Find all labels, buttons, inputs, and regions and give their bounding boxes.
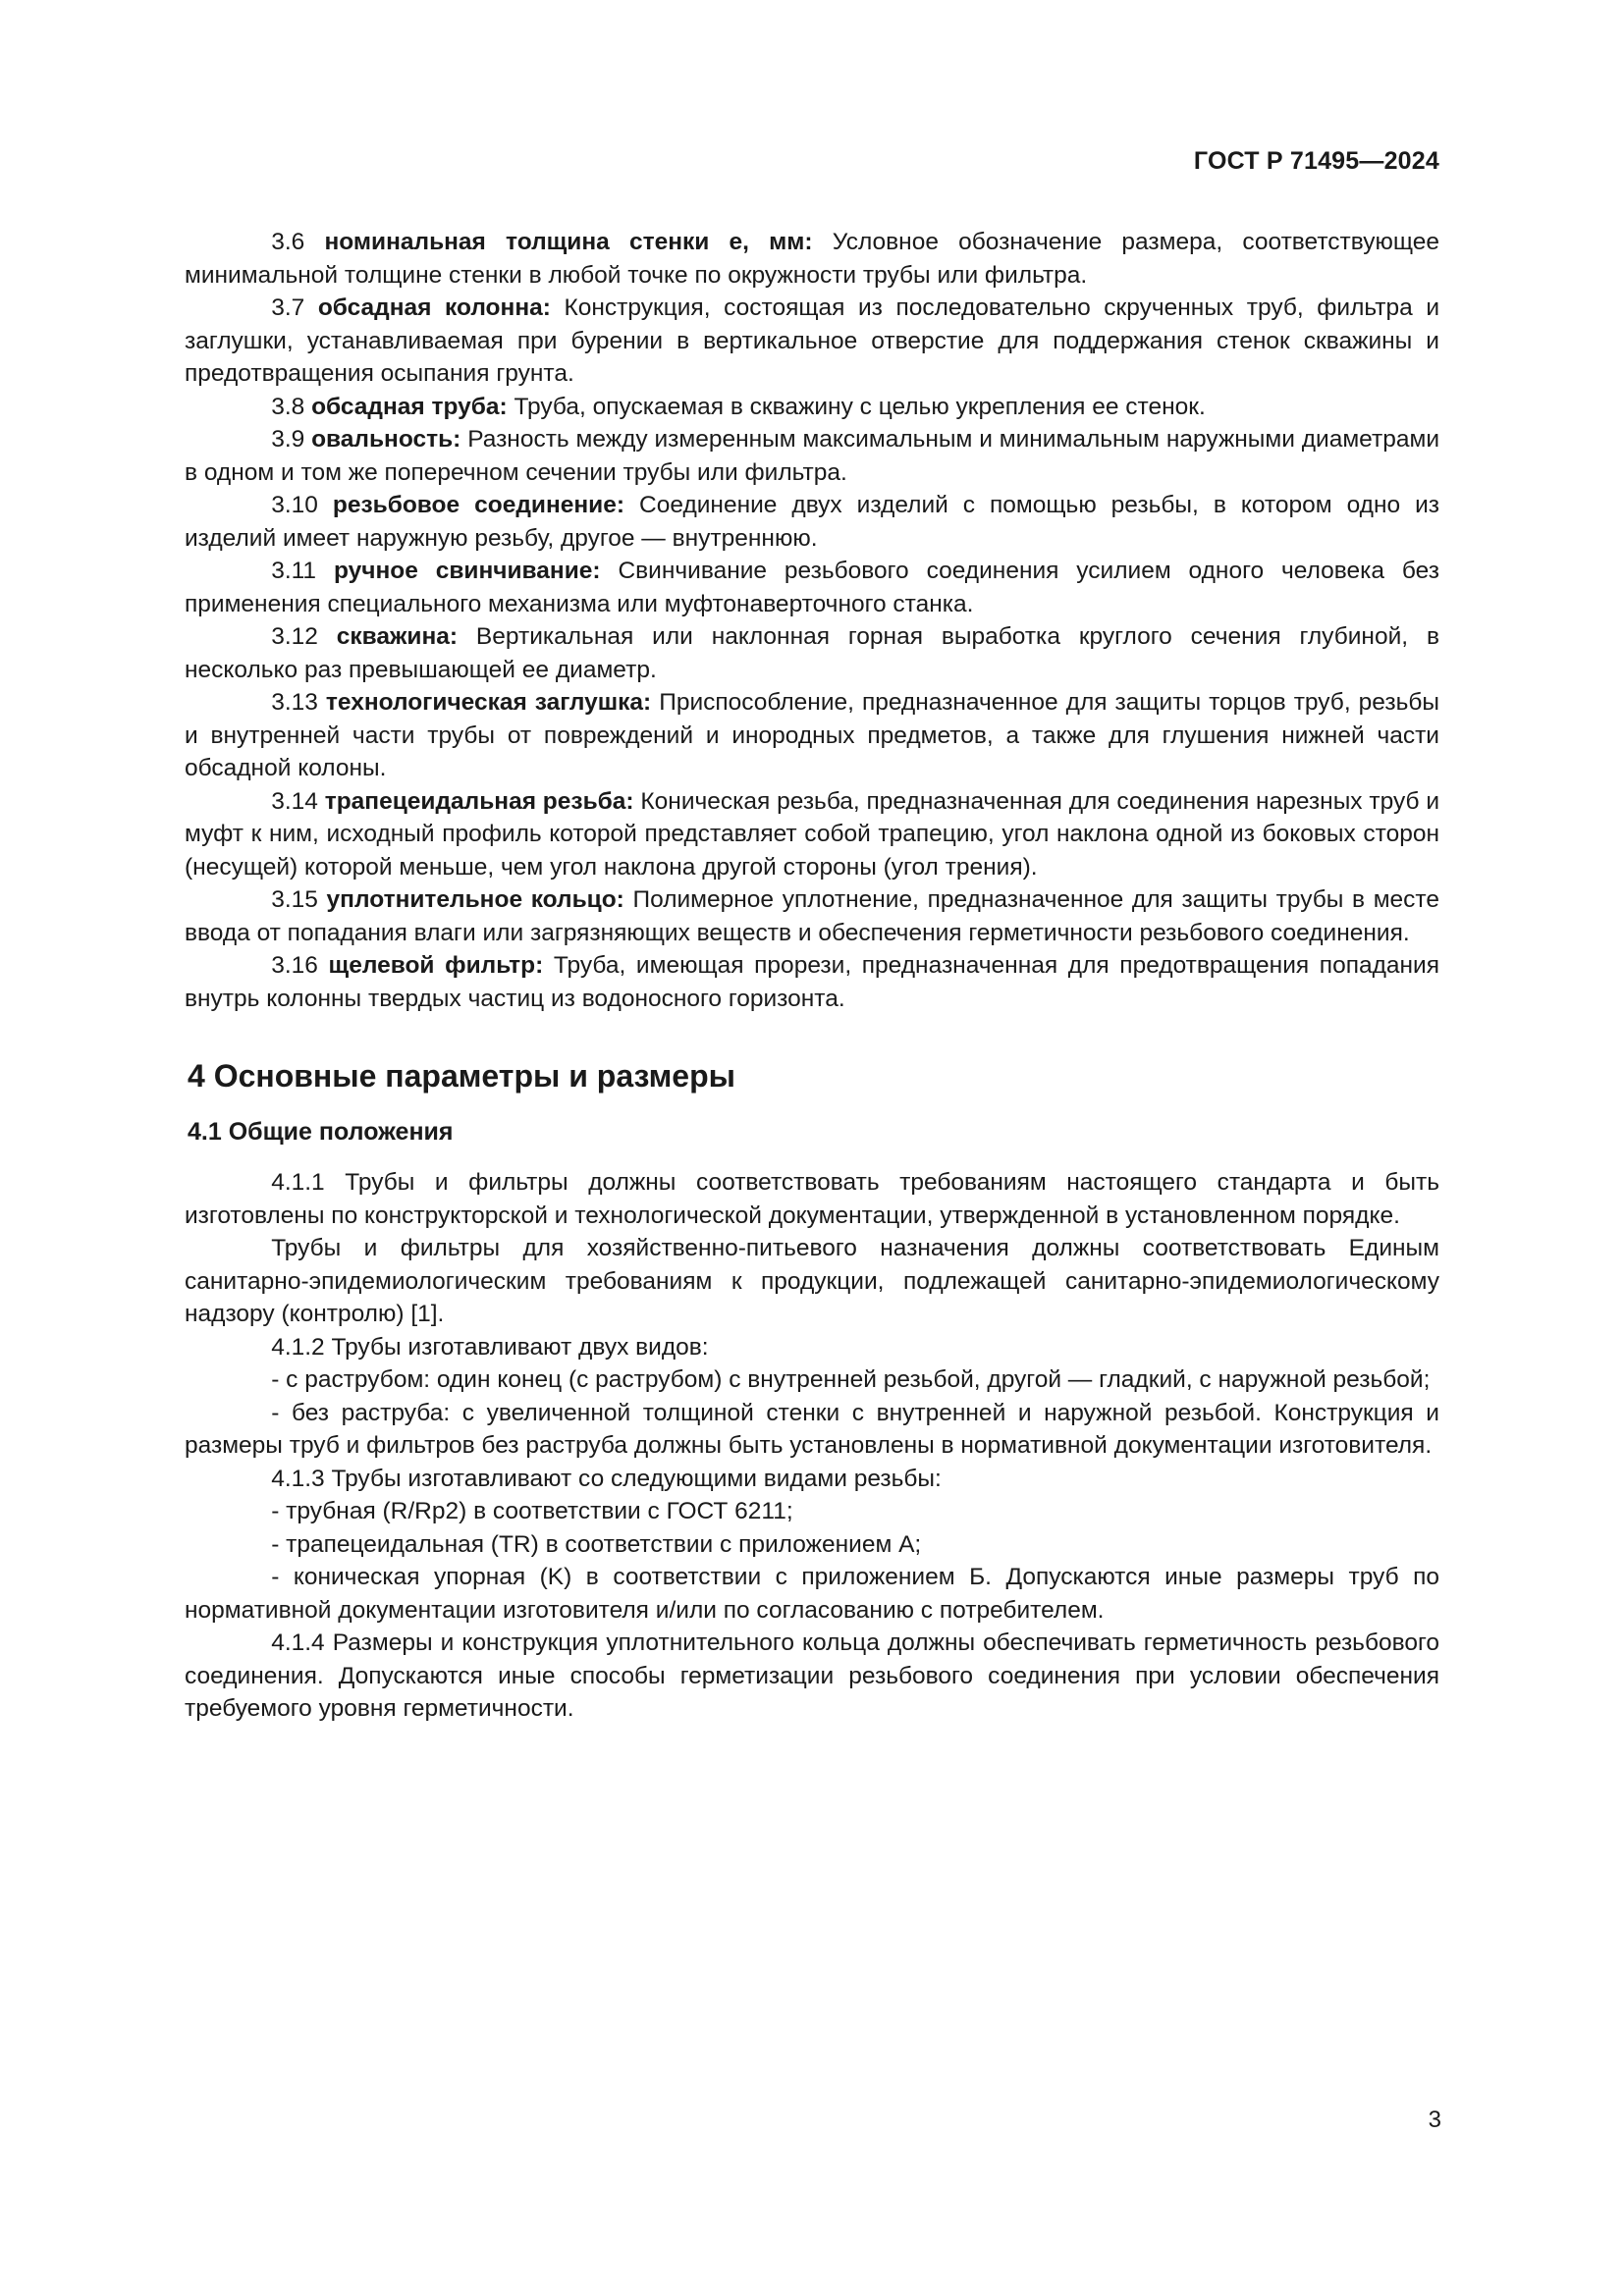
definition-number: 3.12 <box>271 623 318 650</box>
definition-term: номинальная толщина стенки e, мм: <box>324 229 813 255</box>
definition-number: 3.15 <box>271 886 318 913</box>
definition-term: обсадная колонна: <box>317 294 551 321</box>
definition-3-11 <box>185 555 1439 620</box>
definition-term: обсадная труба: <box>311 393 508 420</box>
definition-number: 3.14 <box>271 787 318 815</box>
definition-3-6 <box>185 226 1439 292</box>
definition-text: Соединение двух изделий с помощью резьбы, в котором одно из изделий имеет наружную резьбу, другое — внутреннюю. <box>185 492 1440 552</box>
document-code-header: ГОСТ Р 71495—2024 <box>1193 147 1439 175</box>
definition-3-9 <box>185 423 1439 489</box>
definition-text: Свинчивание резьбового соединения усилием одного человека без применения специального механизма или муфтонаверточного станка. <box>185 558 1439 617</box>
definition-number: 3.16 <box>271 952 318 979</box>
definition-term: трапецеидальная резьба: <box>324 787 634 815</box>
definition-term: уплотнительное кольцо: <box>326 886 624 913</box>
definition-3-8 <box>185 391 1439 424</box>
page-content <box>185 226 1439 1726</box>
definition-text: Коническая резьба, предназначенная для соединения нарезных труб и муфт к ним, исходный профиль которой представляет собой трапецию, угол наклона одной из боковых сторон (несущей) которой меньше, чем угол наклона другой стороны (угол трения). <box>185 787 1440 881</box>
definition-term: скважина: <box>336 623 459 650</box>
list-item: - трапецеидальная (TR) в соответствии с приложением А; <box>271 1530 922 1558</box>
definition-number: 3.10 <box>271 492 318 518</box>
list-item: - трубная (R/Rp2) в соответствии с ГОСТ 6211; <box>271 1498 793 1524</box>
definition-text: Приспособление, предназначенное для защиты торцов труб, резьбы и внутренней части трубы от повреждений и инородных предметов, а также для глушения нижней части обсадной колоны. <box>185 689 1439 781</box>
section-heading: 4 Основные параметры и размеры <box>188 1058 735 1094</box>
definition-3-13 <box>185 686 1439 785</box>
page-number: 3 <box>1428 2107 1441 2133</box>
definition-number: 3.6 <box>271 229 305 255</box>
definition-number: 3.8 <box>271 393 305 420</box>
definition-text: Конструкция, состоящая из последовательно скрученных труб, фильтра и заглушки, устанавливаемая при бурении в вертикальное отверстие для поддержания стенок скважины и предотвращения осыпания грунта. <box>185 294 1440 387</box>
definition-3-12 <box>185 620 1439 686</box>
definition-text: Полимерное уплотнение, предназначенное для защиты трубы в месте ввода от попадания влаги или загрязняющих веществ и обеспечения герметичности резьбового соединения. <box>185 886 1439 946</box>
subsection-heading: 4.1 Общие положения <box>188 1118 454 1146</box>
list-item: - без раструба: с увеличенной толщиной стенки с внутренней и наружной резьбой. Конструкция и размеры труб и фильтров без раструба должны быть установлены в нормативной документации изготовителя. <box>185 1399 1439 1459</box>
definition-number: 3.7 <box>271 294 305 321</box>
paragraph-4-1-2: 4.1.2 Трубы изготавливают двух видов: <box>271 1333 709 1361</box>
definition-text: Разность между измеренным максимальным и минимальным наружными диаметрами в одном и том же поперечном сечении трубы или фильтра. <box>185 426 1439 486</box>
definition-term: резьбовое соединение: <box>332 492 625 518</box>
definition-3-7 <box>185 292 1439 391</box>
definition-text: Вертикальная или наклонная горная выработка круглого сечения глубиной, в несколько раз превышающей ее диаметр. <box>185 623 1439 683</box>
paragraph-4-1-3: 4.1.3 Трубы изготавливают со следующими видами резьбы: <box>271 1465 942 1492</box>
paragraph-4-1-1: 4.1.1 Трубы и фильтры должны соответствовать требованиям настоящего стандарта и быть изготовлены по конструкторской и технологической документации, утвержденной в установленном порядке. <box>185 1169 1439 1229</box>
definition-number: 3.11 <box>271 558 317 584</box>
definition-term: овальность: <box>311 426 461 453</box>
definition-text: Условное обозначение размера, соответствующее минимальной толщине стенки в любой точке по окружности трубы или фильтра. <box>185 229 1440 289</box>
definition-number: 3.13 <box>271 689 318 716</box>
definition-number: 3.9 <box>271 426 305 453</box>
paragraph-4-1-1-continuation: Трубы и фильтры для хозяйственно-питьевого назначения должны соответствовать Единым санитарно-эпидемиологическим требованиям к продукции, подлежащей санитарно-эпидемиологическому надзору (контролю) [1]. <box>185 1235 1439 1327</box>
definition-term: ручное свинчивание: <box>333 558 601 584</box>
paragraph-4-1-4: 4.1.4 Размеры и конструкция уплотнительного кольца должны обеспечивать герметичность резьбового соединения. Допускаются иные способы герметизации резьбового соединения при условии обеспечения требуемого уровня герметичности. <box>185 1629 1439 1722</box>
definition-term: технологическая заглушка: <box>325 689 652 716</box>
definition-term: щелевой фильтр: <box>328 952 544 979</box>
definition-text: Труба, опускаемая в скважину с целью укрепления ее стенок. <box>514 393 1206 420</box>
definition-3-16 <box>185 949 1439 1015</box>
definition-3-15 <box>185 883 1439 949</box>
definition-3-14 <box>185 785 1439 884</box>
definition-text: Труба, имеющая прорези, предназначенная для предотвращения попадания внутрь колонны твердых частиц из водоносного горизонта. <box>185 952 1439 1012</box>
definition-3-10 <box>185 489 1439 555</box>
list-item: - коническая упорная (K) в соответствии с приложением Б. Допускаются иные размеры труб по нормативной документации изготовителя и/или по согласованию с потребителем. <box>185 1564 1439 1624</box>
list-item: - с раструбом: один конец (с раструбом) с внутренней резьбой, другой — гладкий, с наружной резьбой; <box>271 1366 1431 1393</box>
